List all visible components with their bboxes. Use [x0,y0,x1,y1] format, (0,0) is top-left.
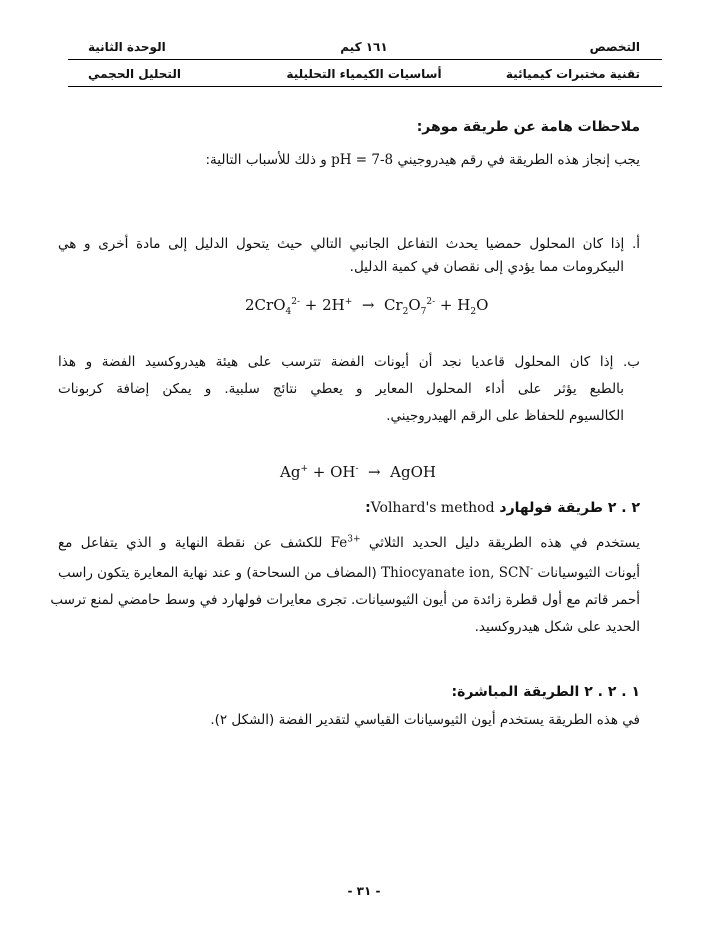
header-divider-top [68,59,662,60]
eq1-hydrogen: + 2H [300,296,345,314]
eq1-dichromate-cr-subscript: 2 [402,307,409,317]
eq2-arrow: → [358,463,391,481]
volhard-line-3: أحمر قاتم مع أول قطرة زائدة من أيون الثيوسيانات. تجرى معايرات فولهارد في وسط حامضي لمنع ترسب [50,592,640,608]
eq2-product: AgOH [390,463,436,481]
volhard-fe-indicator [331,535,361,551]
eq2-hydroxide: + OH [307,463,356,481]
volhard-thiocyanate [381,565,533,581]
eq1-dichromate-o: O [408,296,421,314]
point-b-line-3: الكالسيوم للحفاظ على الرقم الهيدروجيني. [386,408,624,424]
volhard-line-1-before: يستخدم في هذه الطريقة دليل الحديد الثلاثي [368,535,640,551]
equation-chromate-dichromate [245,296,489,317]
volhard-line-1-after: للكشف عن نقطة النهاية و الذي يتفاعل مع [58,535,323,551]
header-specialty-value: تقنية مختبرات كيميائية [505,67,640,81]
point-b-line-1: ب. إذا كان المحلول قاعديا نجد أن أيونات الفضة تترسب على هيئة هيدروكسيد الفضة و هذا [58,354,640,370]
direct-method-heading: ١ . ٢ . ٢ الطريقة المباشرة: [451,684,640,700]
eq1-arrow: → [352,296,384,314]
header-unit-title: التحليل الحجمي [88,67,181,81]
header-course-title: أساسيات الكيمياء التحليلية [286,67,442,81]
eq1-water-subscript: 2 [470,307,477,317]
volhard-thiocyanate-charge: - [530,564,534,575]
mohr-intro-before: يجب إنجاز هذه الطريقة في رقم هيدروجيني [397,152,640,168]
volhard-line-2 [58,565,640,581]
eq1-dichromate-o-subscript: 7 [420,307,427,317]
header-divider-bottom [68,86,662,87]
eq1-water-o: O [476,296,489,314]
eq1-chromate-subscript: 4 [285,307,292,317]
equation-silver-hydroxide [280,463,436,481]
eq2-hydroxide-charge: - [355,464,359,474]
volhard-line-2-before: أيونات الثيوسيانات [537,565,640,581]
eq1-chromate-charge: 2- [291,297,301,307]
eq1-water-h: + H [435,296,471,314]
point-b-line-2: بالطبع يؤثر على أداء المحلول المعاير و يعطي نتائج سلبية. و يمكن إضافة كربونات [58,381,624,397]
volhard-line-1 [58,535,640,551]
direct-method-line-1: في هذه الطريقة يستخدم أيون الثيوسيانات القياسي لتقدير الفضة (الشكل ٢). [210,712,640,728]
volhard-line-4: الحديد على شكل هيدروكسيد. [474,619,640,635]
point-a-line-2: البيكرومات مما يؤدي إلى نقصان في كمية الدليل. [349,259,624,275]
header-course-code: ١٦١ كيم [340,40,388,54]
volhard-heading-arabic: ٢ . ٢ طريقة فولهارد [499,500,640,516]
volhard-thiocyanate-text: Thiocyanate ion, SCN [381,565,531,581]
volhard-fe: Fe [330,535,348,551]
volhard-line-2-after: (المضاف من السحاحة) و عند نهاية المعايرة يتكون راسب [58,565,377,581]
eq1-dichromate-charge: 2- [426,297,436,307]
mohr-intro [206,152,641,168]
mohr-intro-ph: pH = 7-8 [331,152,394,168]
volhard-heading-colon: : [365,500,371,516]
page-number: - ٣١ - [347,884,381,898]
header-specialty-label: التخصص [589,40,640,54]
volhard-fe-charge: 3+ [347,534,361,545]
eq2-silver-charge: + [300,464,308,474]
eq1-dichromate-cr: Cr [383,296,403,314]
eq1-chromate: 2CrO [245,296,286,314]
header-unit-label: الوحدة الثانية [88,40,166,54]
mohr-notes-heading: ملاحظات هامة عن طريقة موهر: [416,119,640,135]
point-a-line-1: أ. إذا كان المحلول حمضيا يحدث التفاعل الجانبي التالي حيث يتحول الدليل إلى مادة أخرى و هي [58,236,640,252]
volhard-heading-english: Volhard's method [370,500,495,516]
mohr-intro-after: و ذلك للأسباب التالية: [205,152,327,168]
volhard-heading [365,500,640,516]
eq2-silver: Ag [280,463,301,481]
eq1-hydrogen-charge: + [344,297,353,307]
